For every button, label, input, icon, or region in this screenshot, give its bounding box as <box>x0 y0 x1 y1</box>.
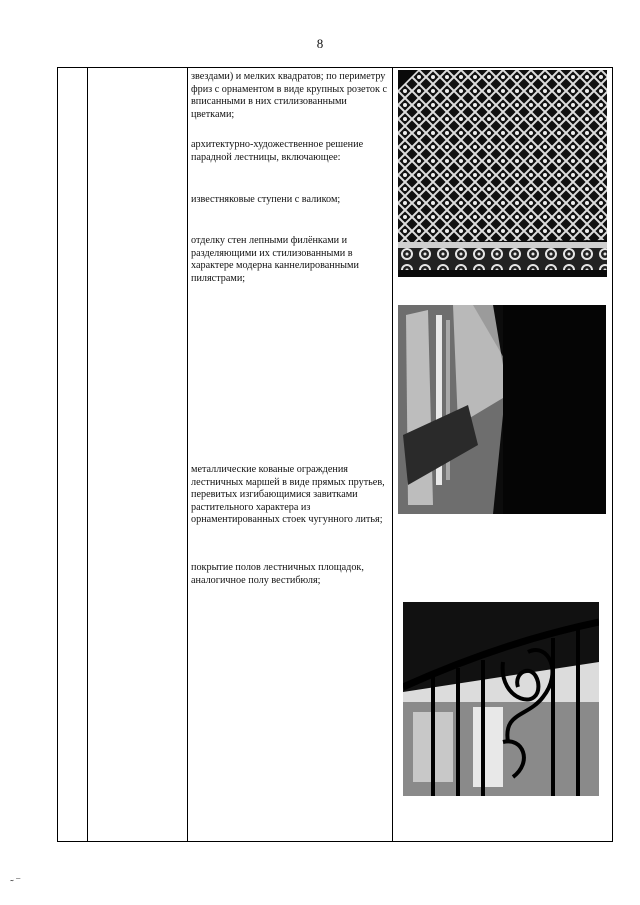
page-number: 8 <box>316 36 324 51</box>
patterned-floor-photo <box>398 70 607 277</box>
table-divider <box>392 68 393 841</box>
table-divider <box>187 68 188 841</box>
document-table <box>57 67 613 842</box>
description-paragraph: архитектурно-художественное решение парадной лестницы, включающее: <box>191 139 364 163</box>
description-paragraph: известняковые ступени с валиком; <box>191 194 341 205</box>
staircase-walls-photo <box>398 305 606 514</box>
description-paragraph: покрытие полов лестничных площадок, аналогичное полу вестибюля; <box>191 562 364 586</box>
table-divider <box>87 68 88 841</box>
scan-mark: ˜ ‾ <box>10 878 21 890</box>
description-paragraph: металлические кованые ограждения лестничных маршей в виде прямых прутьев, перевитых изгибающимися завитками растительного характера из орнаментированных стоек чугунного литья; <box>191 464 385 526</box>
description-paragraph: отделку стен лепными филёнками и разделяющими их стилизованными в характере модерна каннелированными пилястрами; <box>191 235 359 284</box>
description-paragraph: звездами) и мелких квадратов; по периметру фриз с орнаментом в виде крупных розеток с вписанными в них стилизованными цветками; <box>191 71 388 120</box>
wrought-iron-railing-photo <box>403 602 599 796</box>
